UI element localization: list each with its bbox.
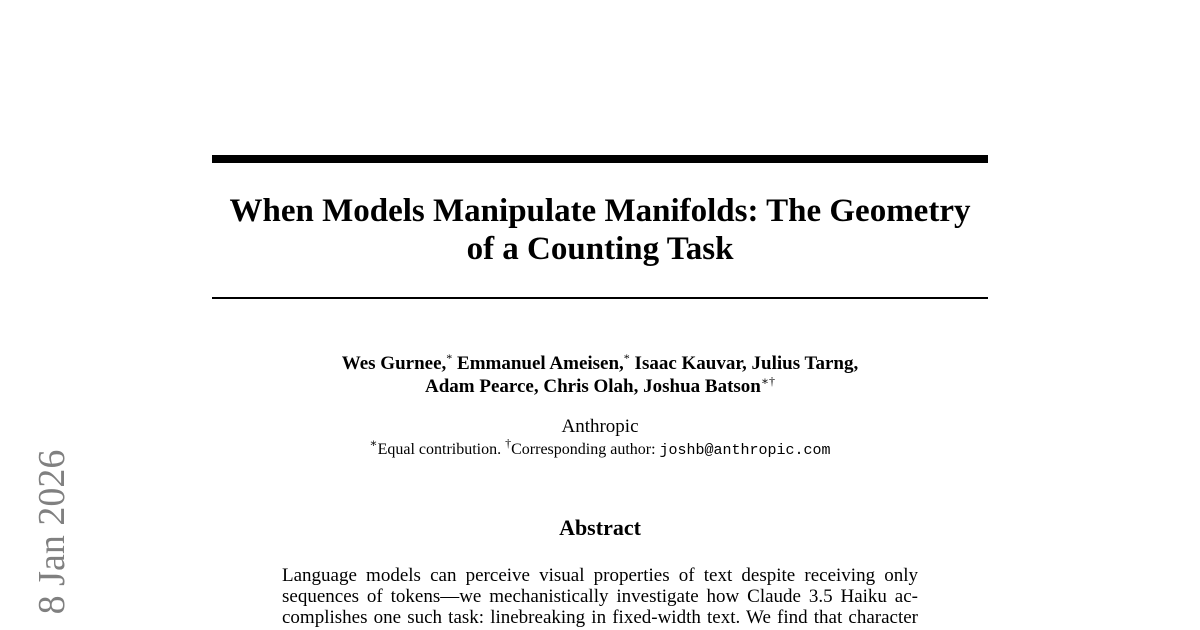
title-top-rule [212,155,988,163]
corresponding-email: joshb@anthropic.com [659,442,831,459]
abstract-heading: Abstract [559,515,641,540]
arxiv-date-stamp: 8 Jan 2026 [31,449,73,615]
author-mark: ∗† [760,374,776,388]
abstract-line: Language models can perceive visual properties of text despite receiving only [282,565,918,586]
author-names: Adam Pearce, Chris Olah, Joshua Batson [424,376,761,397]
author-footnote [212,436,988,461]
author-name: Isaac Kauvar, Julius Tarng, [629,353,859,374]
abstract-body [282,565,918,628]
author-name: Emmanuel Ameisen, [452,353,624,374]
affiliation: Anthropic [561,416,639,437]
title-bottom-rule [212,297,988,299]
corresponding-mark: † [505,436,512,450]
author-name: Wes Gurnee, [341,353,447,374]
title-line-2: of a Counting Task [466,231,734,267]
title-line-1: When Models Manipulate Manifolds: The Geometry [229,193,971,229]
abstract-line: sequences of tokens—we mechanistically investigate how Claude 3.5 Haiku ac- [282,586,918,607]
author-mark: * [446,351,453,365]
paper-title [212,192,988,268]
author-line-2 [212,375,988,398]
author-line-1 [212,352,988,375]
abstract-line: complishes one such task: linebreaking in fixed-width text. We find that character [282,607,918,628]
author-mark: * [623,351,630,365]
equal-contribution-mark: ∗ [369,436,378,450]
equal-contribution-text: Equal contribution. [377,441,506,458]
corresponding-text: Corresponding author: [511,441,660,458]
author-list [212,352,988,398]
